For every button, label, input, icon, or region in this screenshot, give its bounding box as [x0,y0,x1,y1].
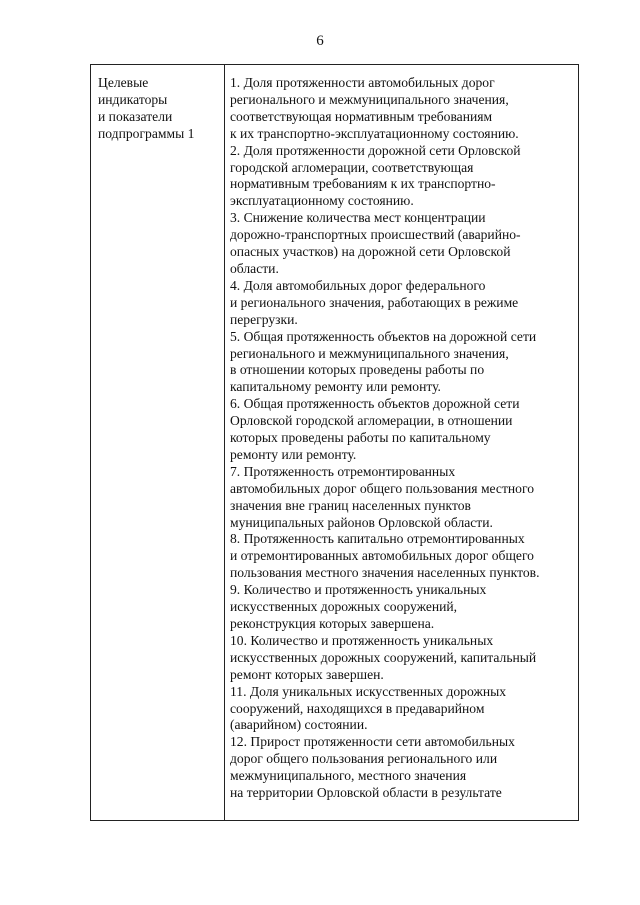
indicator-line: ремонт которых завершен. [230,666,384,682]
indicator-line: 1. Доля протяженности автомобильных дорог [230,75,495,90]
indicator-line: в отношении которых проведены работы по [230,362,485,378]
indicator-line: ремонту или ремонту. [230,446,357,462]
indicator-line: и отремонтированных автомобильных дорог общего [230,548,534,564]
indicator-line: городской агломерации, соответствующая [230,159,474,175]
indicator-line: 10. Количество и протяженность уникальных [230,632,494,648]
indicator-line: значения вне границ населенных пунктов [230,497,471,513]
indicator-line: перегрузки. [230,311,298,327]
indicator-line: капитальному ремонту или ремонту. [230,379,441,395]
indicator-line: муниципальных районов Орловской области. [230,514,493,530]
indicator-line: 8. Протяженность капитально отремонтированных [230,531,525,547]
indicator-line: реконструкция которых завершена. [230,616,435,631]
indicator-line: 5. Общая протяженность объектов на дорожной сети [230,328,537,344]
indicators-table [90,64,579,821]
indicator-line: дорожно-транспортных происшествий (аварийно- [230,227,521,243]
page-number: 6 [316,33,324,49]
indicator-line: 6. Общая протяженность объектов дорожной сети [230,396,520,412]
indicator-line: сооружений, находящихся в предаварийном [230,700,485,716]
indicator-line: межмуниципального, местного значения [230,768,467,784]
indicator-line: 12. Прирост протяженности сети автомобильных [230,734,515,750]
indicator-line: дорог общего пользования регионального или [230,751,498,767]
indicator-line: искусственных дорожных сооружений, [230,599,458,615]
indicator-line: области. [230,260,279,276]
label-line: подпрограммы 1 [98,125,195,141]
label-line: индикаторы [98,91,168,107]
indicator-line: искусственных дорожных сооружений, капитальный [230,649,537,665]
indicator-line: пользования местного значения населенных пунктов. [230,565,540,581]
indicator-line: опасных участков) на дорожной сети Орловской [230,244,511,260]
label-line: Целевые [98,75,149,90]
indicator-line: (аварийном) состоянии. [230,717,368,733]
indicator-line: 9. Количество и протяженность уникальных [230,582,487,598]
indicator-line: на территории Орловской области в результате [230,785,502,801]
indicator-line: регионального и межмуниципального значения, [230,345,509,361]
indicator-line: 11. Доля уникальных искусственных дорожных [230,683,507,699]
indicator-line: к их транспортно-эксплуатационному состоянию. [230,125,519,141]
table-label-cell [91,65,225,820]
label-line: и показатели [98,108,173,124]
indicator-line: регионального и межмуниципального значения, [230,91,509,107]
indicator-line: нормативным требованиям к их транспортно- [230,176,496,192]
indicator-line: 7. Протяженность отремонтированных [230,463,456,479]
indicator-line: 4. Доля автомобильных дорог федерального [230,277,486,293]
indicator-line: которых проведены работы по капитальному [230,430,491,446]
indicator-line: Орловской городской агломерации, в отношении [230,413,513,429]
indicator-line: 3. Снижение количества мест концентрации [230,210,486,226]
indicator-line: соответствующая нормативным требованиям [230,108,493,124]
indicator-line: автомобильных дорог общего пользования местного [230,480,535,496]
table-indicators-cell [225,65,578,820]
indicator-line: 2. Доля протяженности дорожной сети Орловской [230,142,521,158]
indicator-line: эксплуатационному состоянию. [230,193,414,209]
indicator-line: и регионального значения, работающих в режиме [230,294,519,310]
